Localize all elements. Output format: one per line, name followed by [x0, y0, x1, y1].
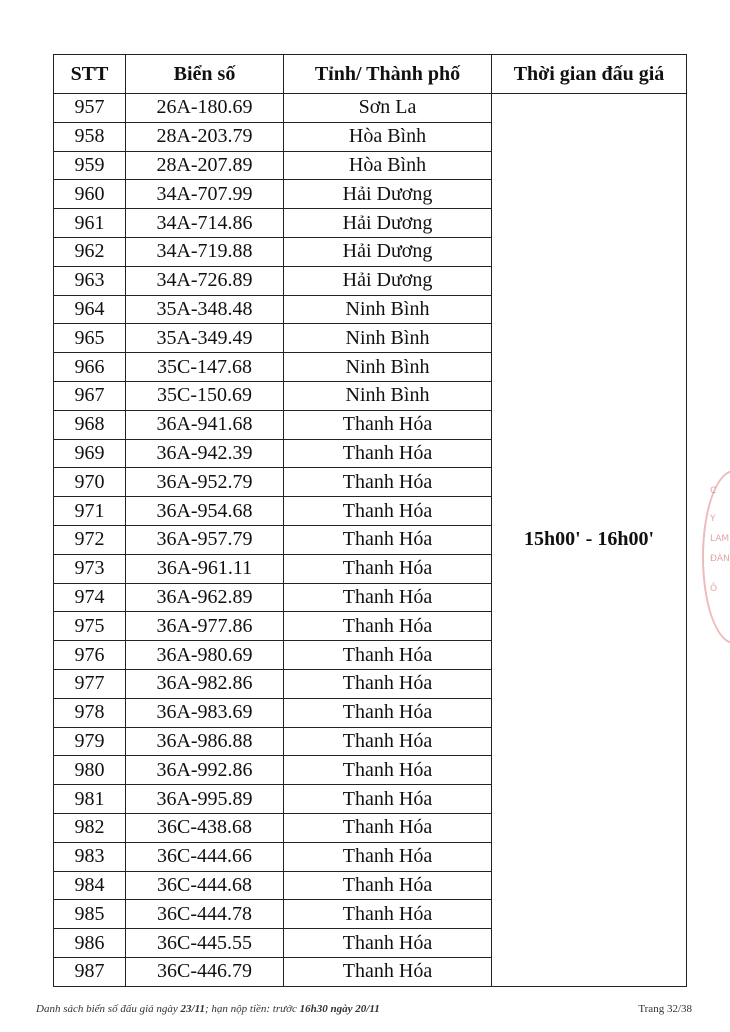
- row-province: Ninh Bình: [284, 324, 492, 353]
- row-stt: 980: [54, 756, 126, 785]
- row-province: Thanh Hóa: [284, 900, 492, 929]
- row-plate: 34A-719.88: [126, 237, 284, 266]
- row-province: Thanh Hóa: [284, 785, 492, 814]
- row-province: Thanh Hóa: [284, 929, 492, 958]
- header-stt: STT: [54, 55, 126, 94]
- row-plate: 28A-203.79: [126, 122, 284, 151]
- row-stt: 975: [54, 612, 126, 641]
- row-province: Thanh Hóa: [284, 410, 492, 439]
- row-province: Thanh Hóa: [284, 871, 492, 900]
- row-stt: 963: [54, 266, 126, 295]
- row-stt: 959: [54, 151, 126, 180]
- header-province: Tỉnh/ Thành phố: [284, 55, 492, 94]
- row-plate: 36A-952.79: [126, 468, 284, 497]
- row-province: Thanh Hóa: [284, 525, 492, 554]
- row-province: Ninh Bình: [284, 353, 492, 382]
- row-plate: 35C-147.68: [126, 353, 284, 382]
- row-plate: 36C-444.78: [126, 900, 284, 929]
- row-stt: 987: [54, 957, 126, 986]
- row-plate: 28A-207.89: [126, 151, 284, 180]
- row-stt: 976: [54, 641, 126, 670]
- row-province: Hòa Bình: [284, 151, 492, 180]
- row-plate: 36A-954.68: [126, 497, 284, 526]
- row-stt: 968: [54, 410, 126, 439]
- row-stt: 978: [54, 698, 126, 727]
- row-province: Hải Dương: [284, 266, 492, 295]
- row-stt: 979: [54, 727, 126, 756]
- page-number: Trang 32/38: [638, 1003, 692, 1015]
- row-province: Thanh Hóa: [284, 583, 492, 612]
- row-province: Thanh Hóa: [284, 756, 492, 785]
- red-stamp-fragment: C Y LAM ĐÀN Ô: [702, 470, 730, 644]
- row-province: Thanh Hóa: [284, 842, 492, 871]
- row-plate: 36A-983.69: [126, 698, 284, 727]
- row-province: Thanh Hóa: [284, 439, 492, 468]
- row-stt: 961: [54, 209, 126, 238]
- row-plate: 34A-714.86: [126, 209, 284, 238]
- row-plate: 26A-180.69: [126, 94, 284, 123]
- row-province: Thanh Hóa: [284, 727, 492, 756]
- footer-deadline: 16h30 ngày 20/11: [299, 1003, 380, 1015]
- row-plate: 36C-446.79: [126, 957, 284, 986]
- row-stt: 957: [54, 94, 126, 123]
- row-stt: 964: [54, 295, 126, 324]
- row-province: Thanh Hóa: [284, 957, 492, 986]
- row-province: Sơn La: [284, 94, 492, 123]
- row-plate: 35A-349.49: [126, 324, 284, 353]
- row-plate: 35C-150.69: [126, 381, 284, 410]
- row-plate: 34A-726.89: [126, 266, 284, 295]
- row-province: Thanh Hóa: [284, 641, 492, 670]
- row-province: Thanh Hóa: [284, 497, 492, 526]
- row-plate: 36A-992.86: [126, 756, 284, 785]
- row-province: Thanh Hóa: [284, 669, 492, 698]
- auction-time-slot: 15h00' - 16h00': [492, 94, 687, 987]
- row-province: Ninh Bình: [284, 295, 492, 324]
- footer-note: Danh sách biển số đấu giá ngày 23/11; hạn nộp tiền: trước 16h30 ngày 20/11: [36, 1003, 380, 1015]
- row-province: Hòa Bình: [284, 122, 492, 151]
- row-plate: 36A-962.89: [126, 583, 284, 612]
- header-plate: Biển số: [126, 55, 284, 94]
- row-plate: 36C-438.68: [126, 813, 284, 842]
- row-stt: 958: [54, 122, 126, 151]
- row-plate: 34A-707.99: [126, 180, 284, 209]
- row-stt: 973: [54, 554, 126, 583]
- header-auction-time: Thời gian đấu giá: [492, 55, 687, 94]
- row-plate: 36A-942.39: [126, 439, 284, 468]
- row-stt: 960: [54, 180, 126, 209]
- row-stt: 966: [54, 353, 126, 382]
- row-stt: 970: [54, 468, 126, 497]
- row-province: Ninh Bình: [284, 381, 492, 410]
- row-stt: 982: [54, 813, 126, 842]
- header-row: [54, 55, 687, 94]
- row-plate: 36A-986.88: [126, 727, 284, 756]
- row-plate: 36A-995.89: [126, 785, 284, 814]
- row-stt: 965: [54, 324, 126, 353]
- row-stt: 967: [54, 381, 126, 410]
- row-plate: 36C-444.68: [126, 871, 284, 900]
- row-stt: 985: [54, 900, 126, 929]
- row-stt: 972: [54, 525, 126, 554]
- row-stt: 981: [54, 785, 126, 814]
- row-stt: 977: [54, 669, 126, 698]
- row-stt: 984: [54, 871, 126, 900]
- row-province: Thanh Hóa: [284, 468, 492, 497]
- row-plate: 36A-982.86: [126, 669, 284, 698]
- row-plate: 35A-348.48: [126, 295, 284, 324]
- row-plate: 36C-444.66: [126, 842, 284, 871]
- row-plate: 36A-980.69: [126, 641, 284, 670]
- row-stt: 962: [54, 237, 126, 266]
- row-province: Thanh Hóa: [284, 612, 492, 641]
- row-province: Hải Dương: [284, 180, 492, 209]
- footer-date: 23/11: [180, 1003, 205, 1015]
- row-province: Hải Dương: [284, 209, 492, 238]
- row-stt: 983: [54, 842, 126, 871]
- row-province: Thanh Hóa: [284, 698, 492, 727]
- row-province: Thanh Hóa: [284, 813, 492, 842]
- row-plate: 36A-941.68: [126, 410, 284, 439]
- row-stt: 969: [54, 439, 126, 468]
- row-stt: 974: [54, 583, 126, 612]
- row-province: Thanh Hóa: [284, 554, 492, 583]
- table-row: [54, 94, 687, 123]
- row-plate: 36C-445.55: [126, 929, 284, 958]
- row-plate: 36A-977.86: [126, 612, 284, 641]
- row-stt: 986: [54, 929, 126, 958]
- row-plate: 36A-961.11: [126, 554, 284, 583]
- auction-table: [53, 54, 687, 987]
- row-plate: 36A-957.79: [126, 525, 284, 554]
- row-province: Hải Dương: [284, 237, 492, 266]
- row-stt: 971: [54, 497, 126, 526]
